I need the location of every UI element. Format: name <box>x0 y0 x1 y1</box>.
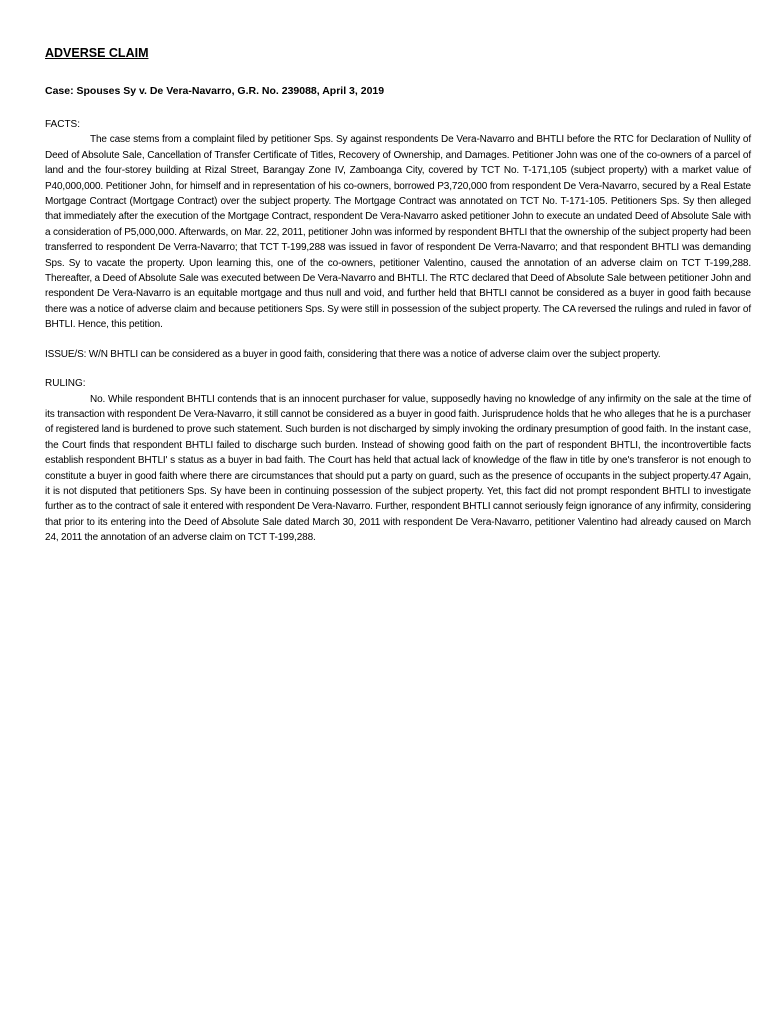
spacer <box>45 333 751 347</box>
document-page <box>45 44 751 546</box>
issue-paragraph: ISSUE/S: W/N BHTLI can be considered as a buyer in good faith, considering that there was a notice of adverse claim over the subject property. <box>45 348 661 360</box>
facts-label: FACTS: <box>45 119 81 130</box>
document-title: ADVERSE CLAIM <box>45 46 149 60</box>
ruling-paragraph: No. While respondent BHTLI contends that is an innocent purchaser for value, supposedly having no knowledge of any infirmity on the sale at the time of its transaction with respondent De Vera-Navarro, it still cannot be considered as a buyer in good faith. Jurisprudence holds that he who alleges that he is a purchaser of registered land is burdened to prove such statement. Such burden is not discharged by simply invoking the ordinary presumption of good faith. In the instant case, the Court finds that respondent BHTLI failed to discharge such burden. Instead of showing good faith on the part of respondent BHTLI, the incontrovertible facts establish respondent BHTLI' s status as a buyer in bad faith. The Court has held that actual lack of knowledge of the flaw in title by one's transferor is not enough to constitute a buyer in good faith where there are circumstances that should put a party on guard, such as the presence of occupants in the subject property.47 Again, it is not disputed that petitioners Sps. Sy have been in continuing possession of the subject property. Yet, this fact did not prompt respondent BHTLI to investigate further as to the contract of sale it entered with respondent De Vera-Navarro. Further, respondent BHTLI cannot seriously feign ignorance of any infirmity, considering that prior to its entering into the Deed of Absolute Sale dated March 30, 2011 with respondent De Vera-Navarro, petitioner Valentino had already caused on March 24, 2011 the annotation of an adverse claim on TCT T-199,288. <box>45 393 751 544</box>
facts-paragraph: The case stems from a complaint filed by petitioner Sps. Sy against respondents De Vera-Navarro and BHTLI before the RTC for Declaration of Nullity of Deed of Absolute Sale, Cancellation of Transfer Certificate of Titles, Recovery of Ownership, and Damages. Petitioner John was one of the co-owners of a parcel of land and the four-storey building at Rizal Street, Barangay Zone IV, Zamboanga City, covered by TCT No. T-171,105 (subject property) with a market value of P40,000,000. Petitioner John, for himself and in representation of his co-owners, borrowed P3,720,000 from respondent De Vera-Navarro, secured by a Real Estate Mortgage Contract (Mortgage Contract) over the subject property. The Mortgage Contract was annotated on TCT No. T-171-105. Petitioners Sps. Sy then alleged that immediately after the execution of the Mortgage Contract, respondent De Vera-Navarro asked petitioner John to execute an undated Deed of Absolute Sale with a consideration of P5,000,000. Afterwards, on Mar. 22, 2011, petitioner John was informed by respondent BHTLI that the ownership of the subject property had been transferred to respondent De Verra-Navarro; that TCT T-199,288 was issued in favor of respondent De Verra-Navarro; and that respondent BHTLI was demanding Sps. Sy to vacate the property. Upon learning this, one of the co-owners, petitioner Valentino, caused the annotation of an adverse claim on TCT T-199,288. Thereafter, a Deed of Absolute Sale was executed between De Vera-Navarro and BHTLI. The RTC declared that Deed of Absolute Sale between petitioner John and respondent De Vera-Navarro is an equitable mortgage and thus null and void, and further held that BHTLI cannot be considered as a buyer in good faith because there was a notice of adverse claim and because petitioners Sps. Sy were still in possession of the subject property. The CA reversed the rulings and ruled in favor of BHTLI. Hence, this petition. <box>45 134 751 331</box>
ruling-label: RULING: <box>45 378 86 390</box>
spacer <box>45 362 751 376</box>
case-citation: Case: Spouses Sy v. De Vera-Navarro, G.R. No. 239088, April 3, 2019 <box>45 85 385 97</box>
